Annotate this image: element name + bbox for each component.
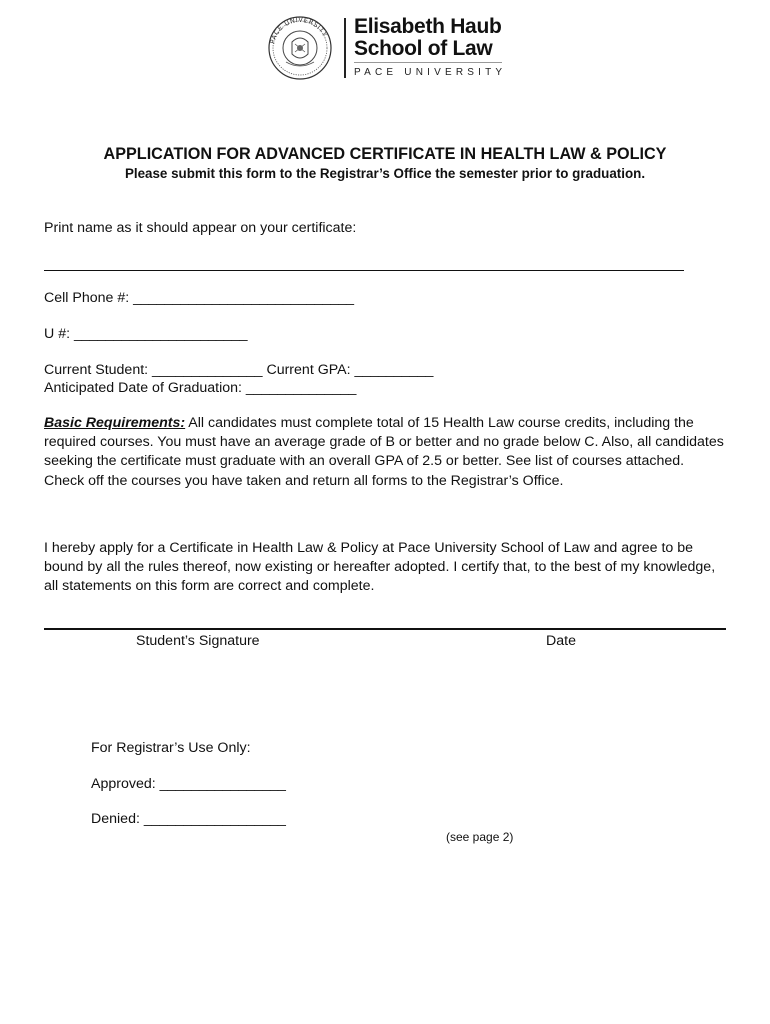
signature-line[interactable] — [44, 628, 726, 630]
form-subtitle: Please submit this form to the Registrar’s Office the semester prior to graduation. — [124, 166, 646, 181]
form-title: APPLICATION FOR ADVANCED CERTIFICATE IN HEALTH LAW & POLICY — [103, 145, 667, 163]
agreement-paragraph: I hereby apply for a Certificate in Health Law & Policy at Pace University School of Law and agree to be bound by all the rules thereof, now existing or hereafter adopted. I certify that, to the best of my knowledge, all statements on this form are correct and complete. — [44, 540, 716, 595]
requirements-label: Basic Requirements: — [44, 415, 186, 431]
logo-line-1: Elisabeth Haub — [354, 15, 502, 38]
page-note: (see page 2) — [446, 830, 514, 844]
university-seal — [264, 16, 336, 80]
u-number-field[interactable]: U #: ______________________ — [44, 326, 248, 342]
seal-text: PACE UNIVERSITY — [268, 16, 330, 45]
cell-phone-field[interactable]: Cell Phone #: ____________________________ — [44, 290, 355, 306]
requirements-text: All candidates must complete total of 15 Health Law course credits, including the required courses. You must have an average grade of B or better and no grade below C. Also, all candidates seeking the certificate must graduate with an overall GPA of 2.5 or better. See list of courses attached. Check off the courses you have taken and return all forms to the Registrar’s Office. — [44, 415, 724, 489]
print-name-label: Print name as it should appear on your certificate: — [44, 220, 357, 236]
logo-wordmark — [354, 16, 502, 60]
logo-rule — [354, 62, 502, 63]
current-student-gpa-field[interactable]: Current Student: ______________ Current GPA: __________ — [44, 362, 434, 378]
approved-field[interactable]: Approved: ________________ — [91, 776, 286, 792]
logo-line-2: School of Law — [354, 37, 493, 60]
logo-university: PACE UNIVERSITY — [354, 67, 507, 78]
print-name-field[interactable] — [44, 270, 684, 271]
signature-label: Student’s Signature — [136, 633, 260, 649]
date-label: Date — [546, 633, 576, 649]
requirements-paragraph — [44, 414, 724, 491]
logo-divider — [344, 18, 346, 78]
anticipated-graduation-field[interactable]: Anticipated Date of Graduation: ______________ — [44, 380, 357, 396]
registrar-heading: For Registrar’s Use Only: — [91, 740, 251, 756]
denied-field[interactable]: Denied: __________________ — [91, 811, 286, 827]
